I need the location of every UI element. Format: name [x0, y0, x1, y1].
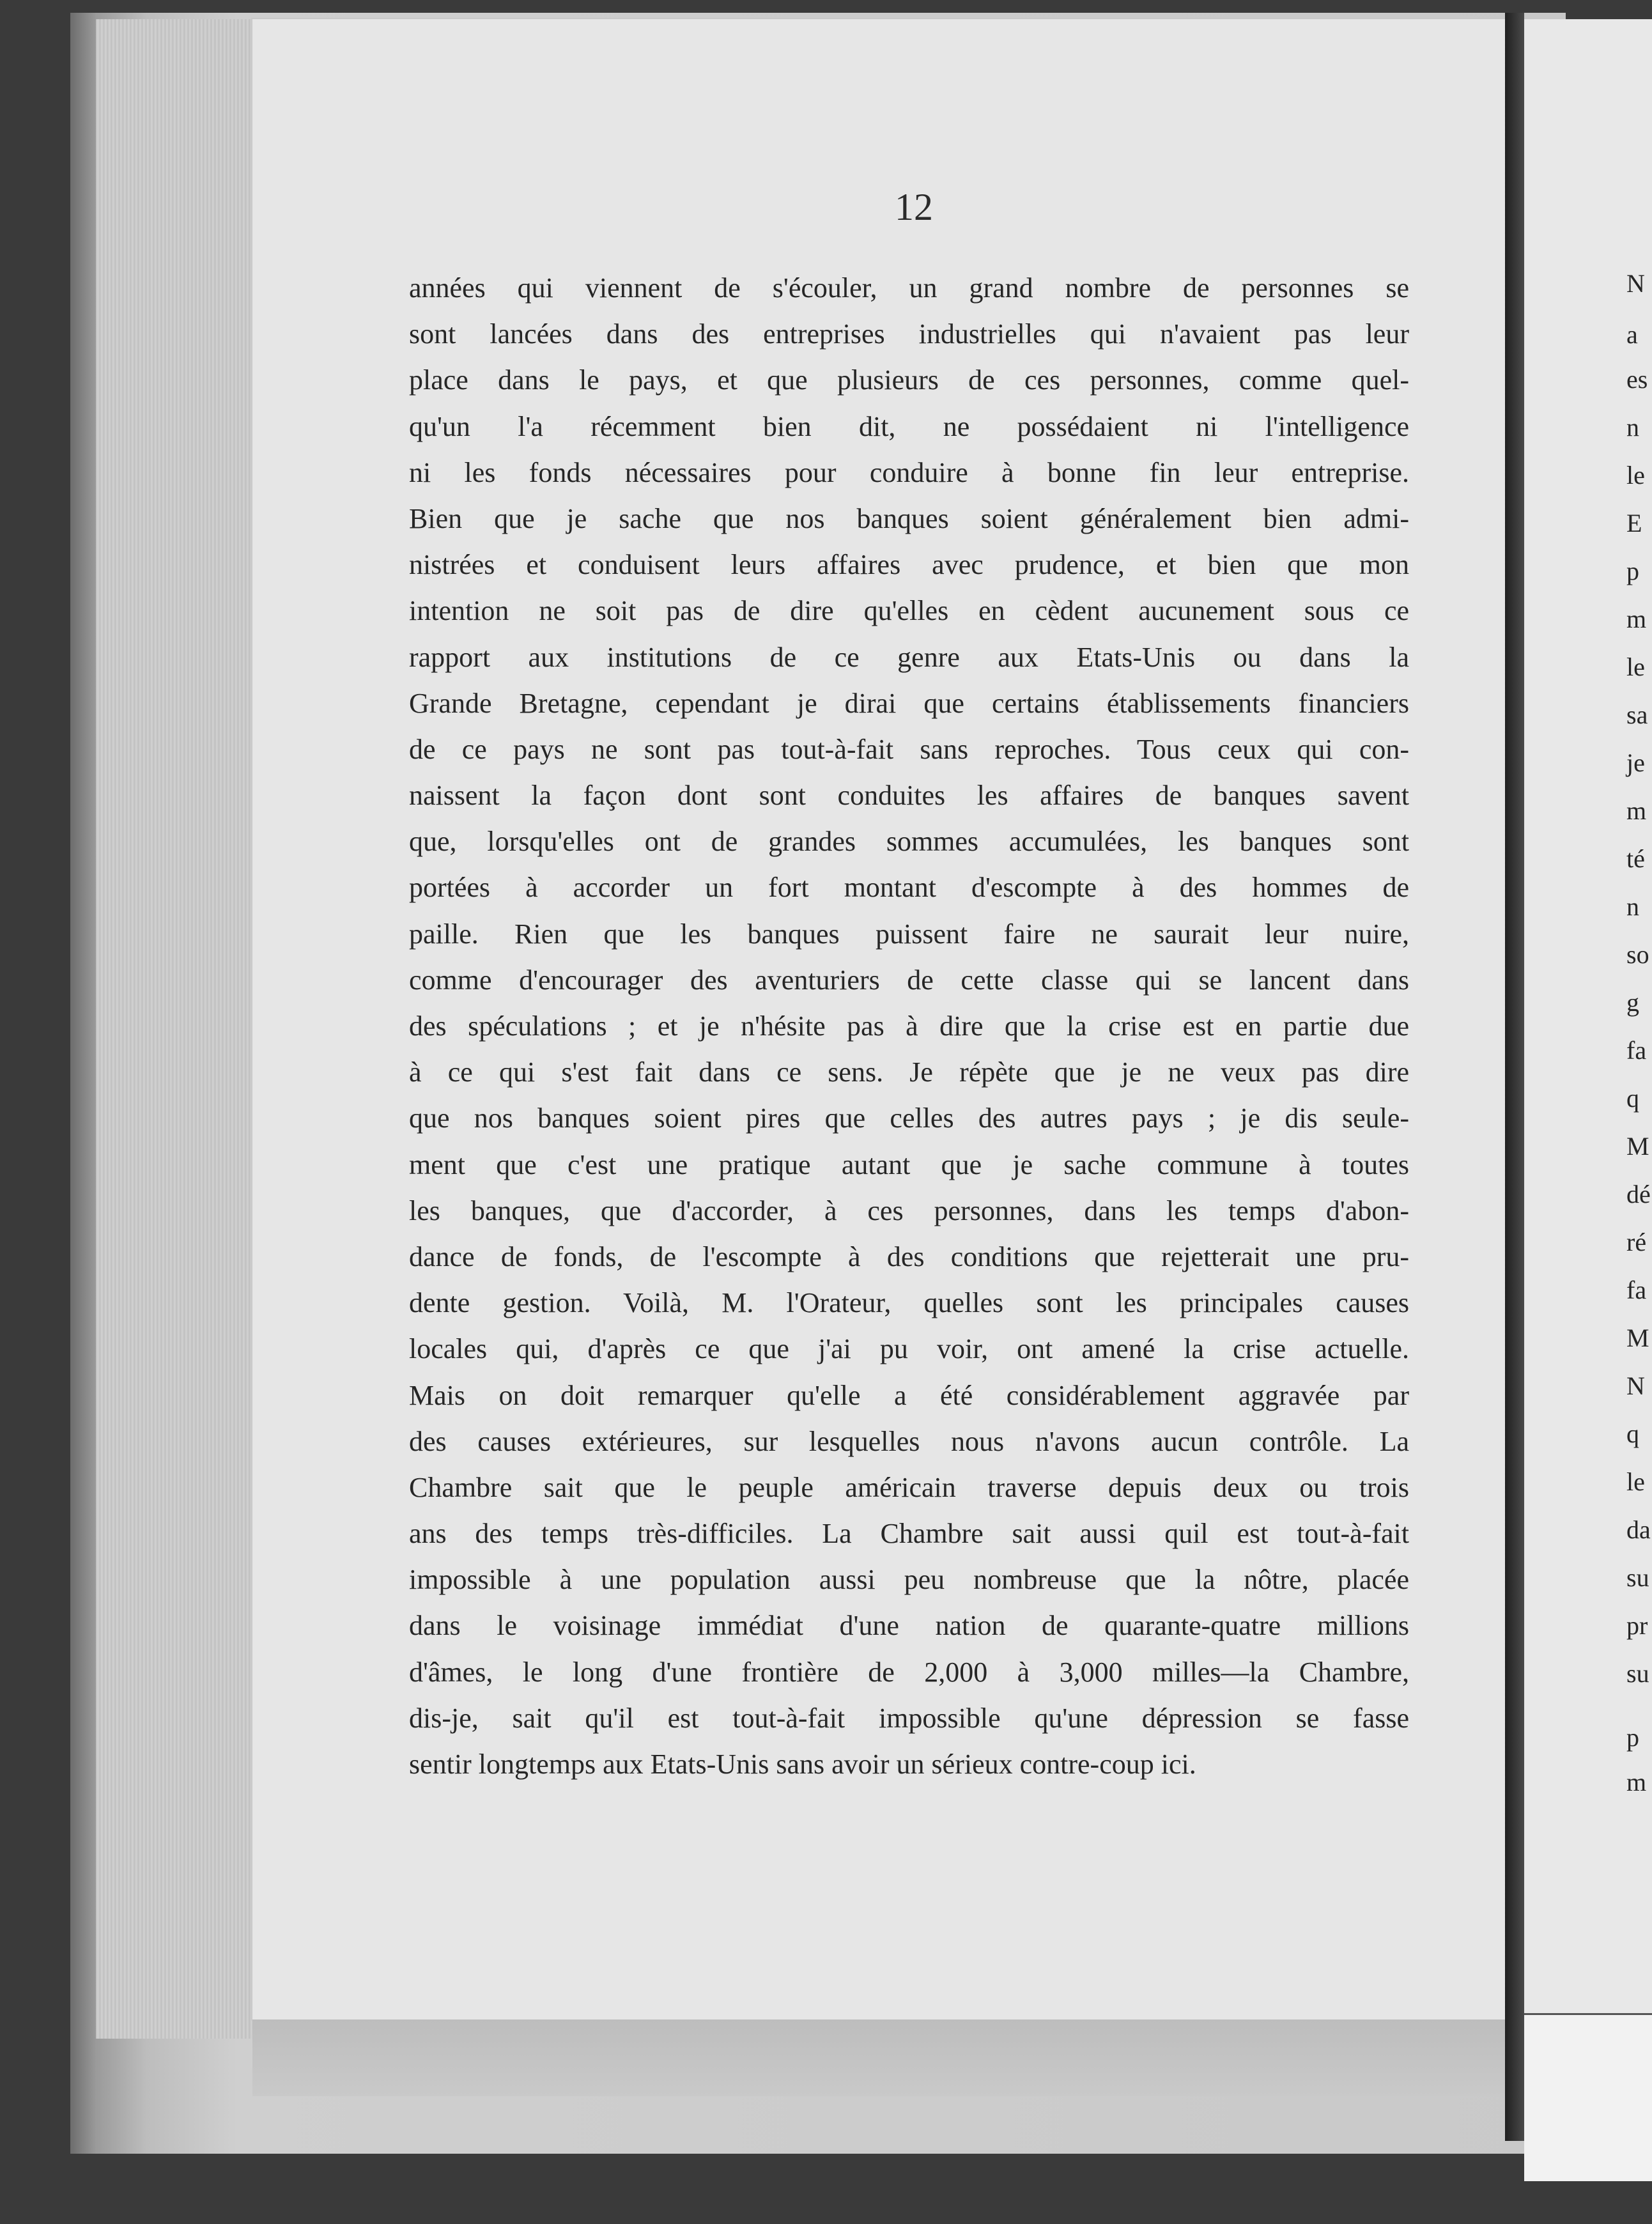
text-line: à ce qui s'est fait dans ce sens. Je répète que je ne veux pas dire [409, 1056, 1409, 1088]
text-line: que, lorsqu'elles ont de grandes sommes accumulées, les banques sont [409, 826, 1409, 858]
text-line: place dans le pays, et que plusieurs de ces personnes, comme quel- [409, 364, 1409, 396]
text-line: naissent la façon dont sont conduites les affaires de banques savent [409, 780, 1409, 812]
text-line: dance de fonds, de l'escompte à des conditions que rejetterait une pru- [409, 1240, 1409, 1272]
text-line: sentir longtemps aux Etats-Unis sans avoir un sérieux contre-coup ici. [409, 1749, 1196, 1780]
facing-page-fragment: je [1626, 748, 1645, 777]
text-line: ans des temps très-difficiles. La Chambre sait aussi quil est tout-à-fait [409, 1518, 1409, 1550]
facing-page-fragment: so [1626, 940, 1649, 969]
facing-page-fragment: E [1626, 509, 1642, 537]
text-line: des spéculations ; et je n'hésite pas à dire que la crise est en partie due [409, 1010, 1409, 1042]
text-line: rapport aux institutions de ce genre aux Etats-Unis ou dans la [409, 641, 1409, 673]
body-text [409, 265, 1409, 1788]
text-line: comme d'encourager des aventuriers de cette classe qui se lancent dans [409, 964, 1409, 996]
facing-page-fragment: fa [1626, 1276, 1647, 1304]
text-line: dis-je, sait qu'il est tout-à-fait impossible qu'une dépression se fasse [409, 1702, 1409, 1734]
text-line: intention ne soit pas de dire qu'elles en cèdent aucunement sous ce [409, 595, 1409, 627]
facing-page-fragment: m [1626, 605, 1647, 633]
text-line: locales qui, d'après ce que j'ai pu voir, ont amené la crise actuelle. [409, 1333, 1409, 1365]
facing-page-fragment: le [1626, 461, 1645, 490]
text-line: d'âmes, le long d'une frontière de 2,000 à 3,000 milles—la Chambre, [409, 1656, 1409, 1688]
text-line: impossible à une population aussi peu nombreuse que la nôtre, placée [409, 1564, 1409, 1596]
text-line: Chambre sait que le peuple américain traverse depuis deux ou trois [409, 1471, 1409, 1503]
facing-page-fragment: n [1626, 892, 1639, 921]
text-line: Grande Bretagne, cependant je dirai que certains établissements financiers [409, 687, 1409, 719]
text-line: Bien que je sache que nos banques soient généralement bien admi- [409, 502, 1409, 534]
facing-page-fragment: q [1626, 1419, 1639, 1448]
facing-page-fragment: le [1626, 653, 1645, 681]
text-line: de ce pays ne sont pas tout-à-fait sans reproches. Tous ceux qui con- [409, 733, 1409, 765]
facing-page-fragment: sa [1626, 700, 1648, 729]
facing-page-fragment: dé [1626, 1180, 1651, 1209]
facing-page-fragment: té [1626, 844, 1645, 873]
text-line: paille. Rien que les banques puissent faire ne saurait leur nuire, [409, 918, 1409, 950]
facing-page-bottom [1524, 2013, 1652, 2181]
facing-page-fragment: es [1626, 365, 1648, 394]
facing-page-fragment: p [1626, 557, 1639, 585]
text-line: des causes extérieures, sur lesquelles nous n'avons aucun contrôle. La [409, 1425, 1409, 1457]
text-line: Mais on doit remarquer qu'elle a été considérablement aggravée par [409, 1379, 1409, 1411]
text-line: qu'un l'a récemment bien dit, ne possédaient ni l'intelligence [409, 410, 1409, 442]
facing-page-fragment: le [1626, 1467, 1645, 1496]
text-line: portées à accorder un fort montant d'escompte à des hommes de [409, 872, 1409, 904]
facing-page-fragment: m [1626, 796, 1647, 825]
text-line: nistrées et conduisent leurs affaires avec prudence, et bien que mon [409, 549, 1409, 581]
facing-page-fragment: pr [1626, 1611, 1648, 1640]
text-line: ment que c'est une pratique autant que je sache commune à toutes [409, 1148, 1409, 1180]
facing-page-fragment: su [1626, 1659, 1649, 1688]
text-line: les banques, que d'accorder, à ces personnes, dans les temps d'abon- [409, 1194, 1409, 1226]
book-gutter [1505, 13, 1524, 2141]
facing-page-fragment: fa [1626, 1036, 1647, 1065]
text-line: années qui viennent de s'écouler, un grand nombre de personnes se [409, 272, 1409, 304]
text-line: dente gestion. Voilà, M. l'Orateur, quelles sont les principales causes [409, 1287, 1409, 1319]
page-bottom-edge [252, 2019, 1505, 2096]
text-line: ni les fonds nécessaires pour conduire à bonne fin leur entreprise. [409, 456, 1409, 488]
facing-page-fragment: N [1626, 1371, 1645, 1400]
facing-page-fragment: M [1626, 1132, 1649, 1161]
facing-page-fragment: su [1626, 1563, 1649, 1592]
facing-page-fragment: p [1626, 1723, 1639, 1752]
facing-page-fragment: q [1626, 1084, 1639, 1113]
facing-page-fragment: M [1626, 1324, 1649, 1352]
facing-page-fragment: a [1626, 320, 1638, 349]
text-line: sont lancées dans des entreprises industrielles qui n'avaient pas leur [409, 318, 1409, 350]
facing-page-fragment: n [1626, 413, 1639, 442]
text-line: que nos banques soient pires que celles des autres pays ; je dis seule- [409, 1102, 1409, 1134]
facing-page-fragment: m [1626, 1768, 1647, 1796]
text-line: dans le voisinage immédiat d'une nation de quarante-quatre millions [409, 1610, 1409, 1642]
page-number: 12 [895, 186, 933, 228]
facing-page-fragment: g [1626, 988, 1639, 1017]
facing-page-fragment: N [1626, 269, 1645, 298]
facing-page-fragment: da [1626, 1515, 1651, 1544]
facing-page-fragment: ré [1626, 1228, 1647, 1256]
